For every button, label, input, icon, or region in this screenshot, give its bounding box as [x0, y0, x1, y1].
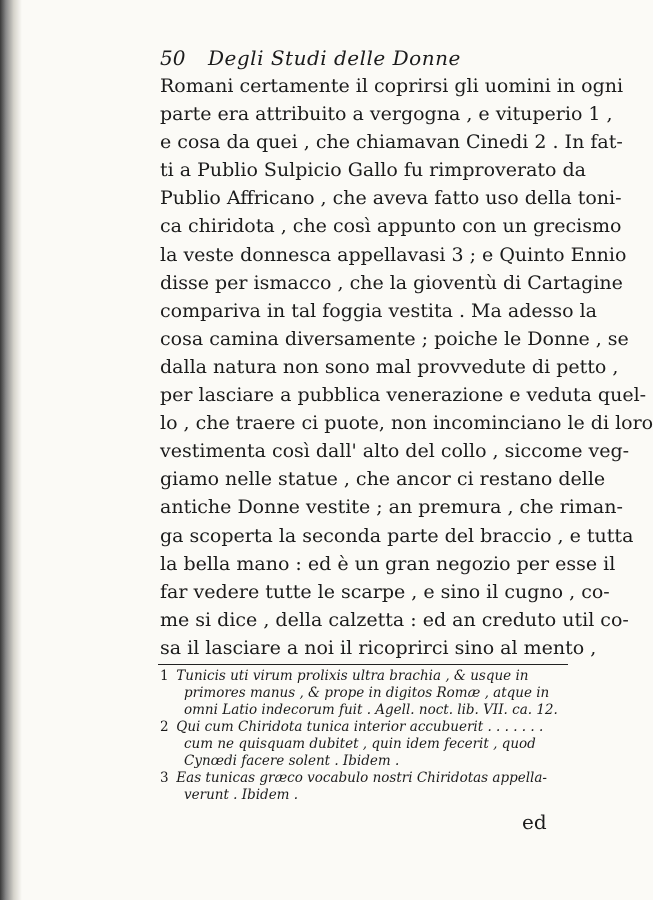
text-line: giamo nelle statue , che ancor ci restano delle — [160, 468, 606, 491]
text-line: compariva in tal foggia vestita . Ma adesso la — [160, 299, 597, 322]
running-head: Degli Studi delle Donne — [208, 46, 461, 70]
catchword: ed — [522, 810, 547, 834]
footnote-line — [160, 770, 580, 787]
text-line: dalla natura non sono mal provvedute di petto , — [160, 355, 619, 378]
text-line: sa il lasciare a noi il ricoprirci sino al mento , — [160, 636, 597, 659]
text-line: far vedere tutte le scarpe , e sino il cugno , co- — [160, 580, 610, 603]
footnote-number: 3 — [160, 770, 169, 786]
footnote-line: primores manus , & prope in digitos Romæ , atque in — [184, 685, 550, 701]
text-line: lo , che traere ci puote, non incominciano le di loro — [160, 412, 653, 435]
footnote-text: Qui cum Chiridota tunica interior accubuerit . . . . . . . — [176, 719, 544, 735]
text-line: cosa camina diversamente ; poiche le Donne , se — [160, 327, 629, 350]
footnote-number: 1 — [160, 668, 169, 684]
text-line: la bella mano : ed è un gran negozio per esse il — [160, 552, 616, 575]
page-number: 50 — [160, 46, 186, 70]
footnote-text: Tunicis uti virum prolixis ultra brachia , & usque in — [176, 668, 529, 684]
footnote-divider — [158, 664, 568, 665]
text-line: ca chiridota , che così appunto con un grecismo — [160, 215, 622, 238]
text-line: parte era attribuito a vergogna , e vituperio 1 , — [160, 103, 613, 126]
footnote-line: Cynœdi facere solent . Ibidem . — [184, 753, 400, 769]
footnotes — [160, 668, 580, 804]
text-line: vestimenta così dall' alto del collo , siccome veg- — [160, 440, 630, 463]
text-line: me si dice , della calzetta : ed an creduto util co- — [160, 608, 629, 631]
footnote-line — [160, 719, 580, 736]
text-line: la veste donnesca appellavasi 3 ; e Quinto Ennio — [160, 243, 627, 266]
footnote-number: 2 — [160, 719, 169, 735]
footnote-line: omni Latio indecorum fuit . Agell. noct. lib. VII. ca. 12. — [184, 702, 558, 718]
footnote-line — [160, 668, 580, 685]
footnote-text: Eas tunicas græco vocabulo nostri Chiridotas appella- — [176, 770, 547, 786]
text-line: antiche Donne vestite ; an premura , che riman- — [160, 496, 623, 519]
book-binding-edge — [0, 0, 22, 900]
footnote-line: cum ne quisquam dubitet , quin idem fecerit , quod — [184, 736, 536, 752]
text-line: e cosa da quei , che chiamavan Cinedi 2 . In fat- — [160, 131, 623, 154]
body-text — [160, 72, 653, 662]
text-line: disse per ismacco , che la gioventù di Cartagine — [160, 271, 623, 294]
text-line: per lasciare a pubblica venerazione e veduta quel- — [160, 384, 647, 407]
text-line: ga scoperta la seconda parte del braccio , e tutta — [160, 524, 634, 547]
text-line: ti a Publio Sulpicio Gallo fu rimproverato da — [160, 159, 586, 182]
footnote-line: verunt . Ibidem . — [184, 787, 299, 803]
text-line: Romani certamente il coprirsi gli uomini in ogni — [160, 75, 624, 97]
text-line: Publio Affricano , che aveva fatto uso della toni- — [160, 187, 622, 210]
